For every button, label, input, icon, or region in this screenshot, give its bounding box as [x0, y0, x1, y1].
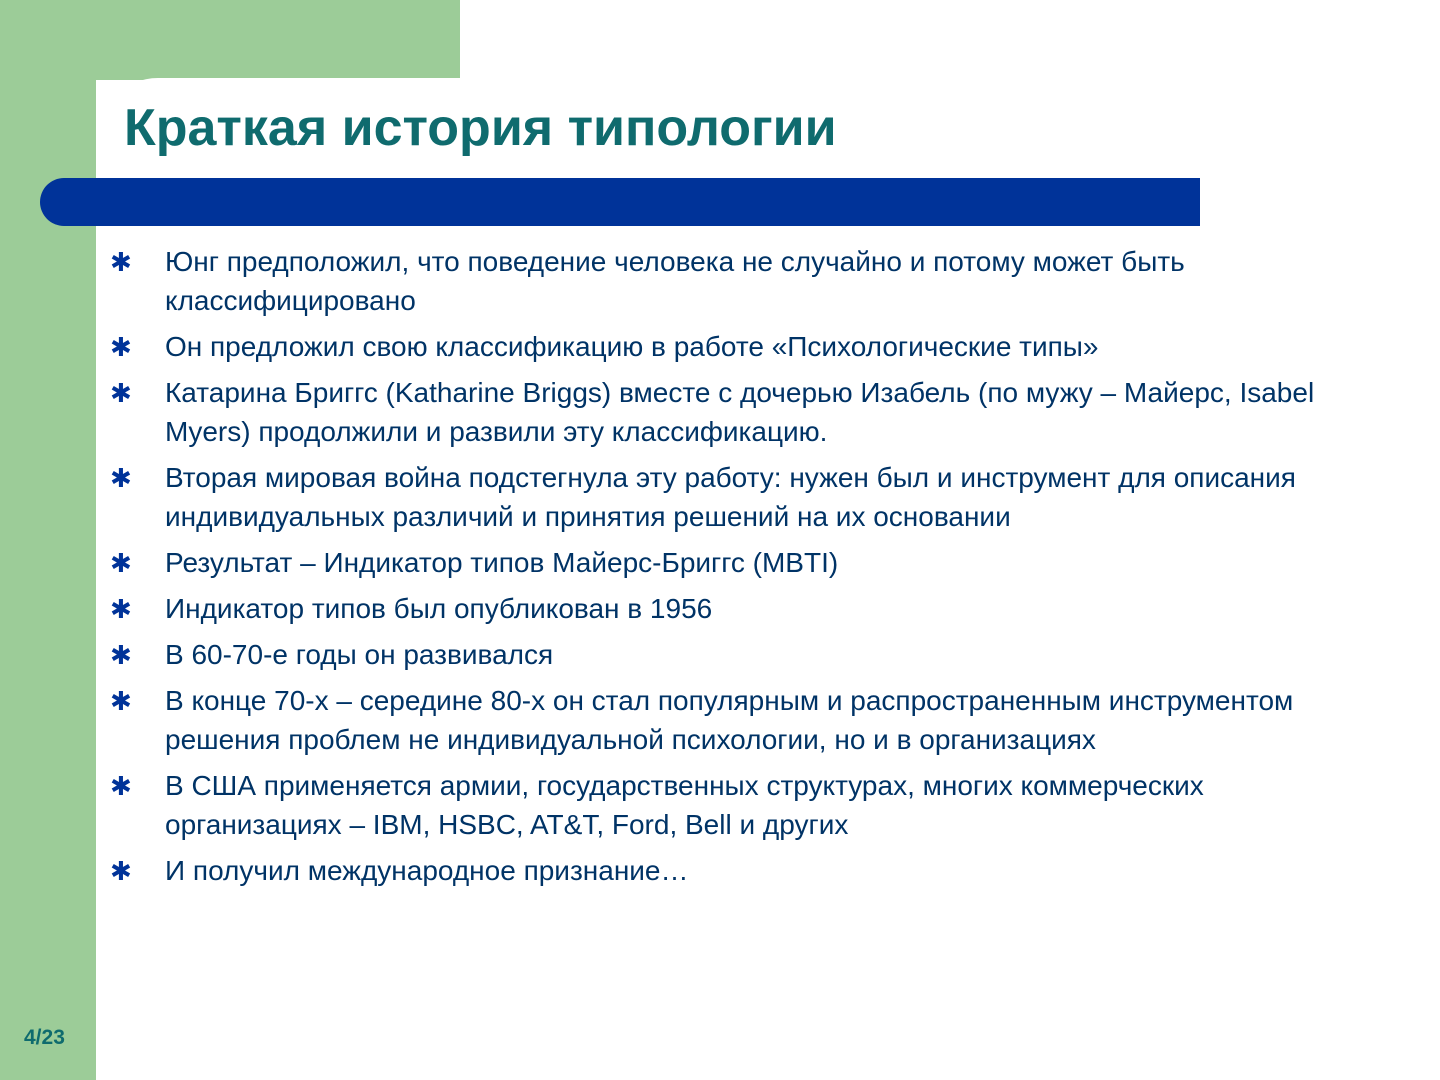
bullet-text: В США применяется армии, государственных структурах, многих коммерческих организациях – IBM, HSBC, AT&T, Ford, Bell и других — [165, 770, 1204, 840]
bullet-text: В конце 70-х – середине 80-х он стал популярным и распространенным инструментом решения проблем не индивидуальной психологии, но и в организациях — [165, 685, 1294, 755]
asterisk-bullet-icon: ✱ — [110, 548, 132, 578]
bullet-text: Вторая мировая война подстегнула эту работу: нужен был и инструмент для описания индивидуальных различий и принятия решений на их основании — [165, 462, 1296, 532]
bullet-item — [110, 458, 1370, 536]
bullet-item — [110, 242, 1370, 320]
asterisk-bullet-icon: ✱ — [110, 332, 132, 362]
bullet-text: И получил международное признание… — [165, 855, 689, 886]
bullet-item — [110, 681, 1370, 759]
bullet-item — [110, 543, 1370, 582]
bullet-item — [110, 635, 1370, 674]
bullet-item — [110, 851, 1370, 890]
asterisk-bullet-icon: ✱ — [110, 686, 132, 716]
asterisk-bullet-icon: ✱ — [110, 378, 132, 408]
slide-title: Краткая история типологии — [124, 99, 837, 157]
left-green-band — [0, 0, 96, 1080]
asterisk-bullet-icon: ✱ — [110, 640, 132, 670]
bullet-text: В 60-70-е годы он развивался — [165, 639, 554, 670]
bullet-item — [110, 373, 1370, 451]
top-green-band — [96, 0, 460, 80]
asterisk-bullet-icon: ✱ — [110, 463, 132, 493]
bullet-text: Результат – Индикатор типов Майерс-Бриггс (MBTI) — [165, 547, 839, 578]
bullet-list — [110, 242, 1370, 897]
slide-number: 4/23 — [24, 1026, 65, 1049]
bullet-text: Индикатор типов был опубликован в 1956 — [165, 593, 713, 624]
bullet-text: Юнг предположил, что поведение человека не случайно и потому может быть классифицировано — [165, 246, 1185, 316]
title-underline-bar — [40, 178, 1200, 226]
bullet-item — [110, 589, 1370, 628]
asterisk-bullet-icon: ✱ — [110, 594, 132, 624]
asterisk-bullet-icon: ✱ — [110, 856, 132, 886]
asterisk-bullet-icon: ✱ — [110, 247, 132, 277]
bullet-text: Он предложил свою классификацию в работе «Психологические типы» — [165, 331, 1099, 362]
bullet-text: Катарина Бриггс (Katharine Briggs) вместе с дочерью Изабель (по мужу – Майерс, Isabel Myers) продолжили и развили эту классификацию. — [165, 377, 1315, 447]
bullet-item — [110, 766, 1370, 844]
asterisk-bullet-icon: ✱ — [110, 771, 132, 801]
bullet-item — [110, 327, 1370, 366]
